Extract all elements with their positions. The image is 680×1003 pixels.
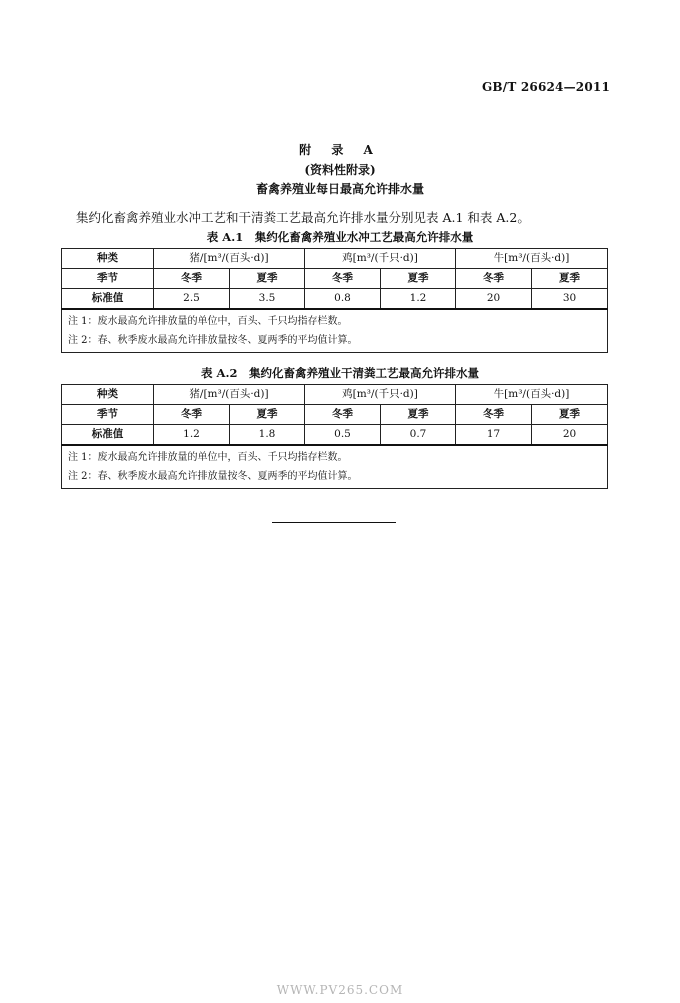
species-pig: 猪/[m³/(百头·d)] — [154, 249, 305, 269]
season-cell: 冬季 — [305, 269, 381, 289]
note-1: 注 1：废水最高允许排放量的单位中，百头、千只均指存栏数。 — [68, 452, 348, 463]
table-a1 — [61, 248, 608, 353]
note-1: 注 1：废水最高允许排放量的单位中，百头、千只均指存栏数。 — [68, 316, 348, 327]
season-cell: 夏季 — [381, 269, 456, 289]
season-cell: 冬季 — [305, 405, 381, 425]
value-cell: 2.5 — [154, 289, 230, 310]
value-cell: 0.8 — [305, 289, 381, 310]
appendix-title: 附 录 A — [299, 143, 381, 157]
table-row — [62, 385, 608, 405]
table-row — [62, 425, 608, 446]
standard-label: 标准值 — [62, 289, 154, 310]
table-row — [62, 289, 608, 310]
table-a2-caption: 表 A.2 集约化畜禽养殖业干清粪工艺最高允许排水量 — [201, 366, 479, 380]
appendix-heading: 畜禽养殖业每日最高允许排水量 — [255, 182, 424, 196]
species-chicken: 鸡[m³/(千只·d)] — [305, 249, 456, 269]
table-row — [62, 249, 608, 269]
value-cell: 0.7 — [381, 425, 456, 446]
standard-label: 标准值 — [62, 425, 154, 446]
value-cell: 0.5 — [305, 425, 381, 446]
species-label: 种类 — [62, 249, 154, 269]
species-cattle: 牛[m³/(百头·d)] — [456, 385, 608, 405]
species-label: 种类 — [62, 385, 154, 405]
season-label: 季节 — [62, 269, 154, 289]
season-cell: 冬季 — [154, 269, 230, 289]
species-pig: 猪/[m³/(百头·d)] — [154, 385, 305, 405]
note-2: 注 2：春、秋季废水最高允许排放量按冬、夏两季的平均值计算。 — [68, 335, 358, 346]
value-cell: 20 — [532, 425, 608, 446]
value-cell: 30 — [532, 289, 608, 310]
value-cell: 1.2 — [154, 425, 230, 446]
season-cell: 冬季 — [154, 405, 230, 425]
intro-paragraph: 集约化畜禽养殖业水冲工艺和干清粪工艺最高允许排水量分别见表 A.1 和表 A.2。 — [76, 210, 530, 225]
table-notes-row — [62, 445, 608, 489]
season-cell: 夏季 — [230, 269, 305, 289]
notes-cell — [62, 309, 608, 353]
value-cell: 17 — [456, 425, 532, 446]
species-chicken: 鸡[m³/(千只·d)] — [305, 385, 456, 405]
season-cell: 夏季 — [532, 405, 608, 425]
notes-cell — [62, 445, 608, 489]
note-2: 注 2：春、秋季废水最高允许排放量按冬、夏两季的平均值计算。 — [68, 471, 358, 482]
table-row — [62, 269, 608, 289]
table-a1-caption: 表 A.1 集约化畜禽养殖业水冲工艺最高允许排水量 — [206, 230, 474, 244]
value-cell: 1.8 — [230, 425, 305, 446]
table-notes-row — [62, 309, 608, 353]
season-cell: 夏季 — [230, 405, 305, 425]
value-cell: 1.2 — [381, 289, 456, 310]
season-cell: 夏季 — [532, 269, 608, 289]
value-cell: 20 — [456, 289, 532, 310]
season-cell: 冬季 — [456, 405, 532, 425]
season-cell: 夏季 — [381, 405, 456, 425]
appendix-type: (资料性附录) — [304, 163, 376, 177]
end-rule-divider — [272, 522, 396, 523]
table-a2 — [61, 384, 608, 489]
table-row — [62, 405, 608, 425]
standard-code: GB/T 26624—2011 — [481, 80, 610, 94]
species-cattle: 牛[m³/(百头·d)] — [456, 249, 608, 269]
season-cell: 冬季 — [456, 269, 532, 289]
value-cell: 3.5 — [230, 289, 305, 310]
season-label: 季节 — [62, 405, 154, 425]
watermark: WWW.PV265.COM — [276, 983, 404, 997]
